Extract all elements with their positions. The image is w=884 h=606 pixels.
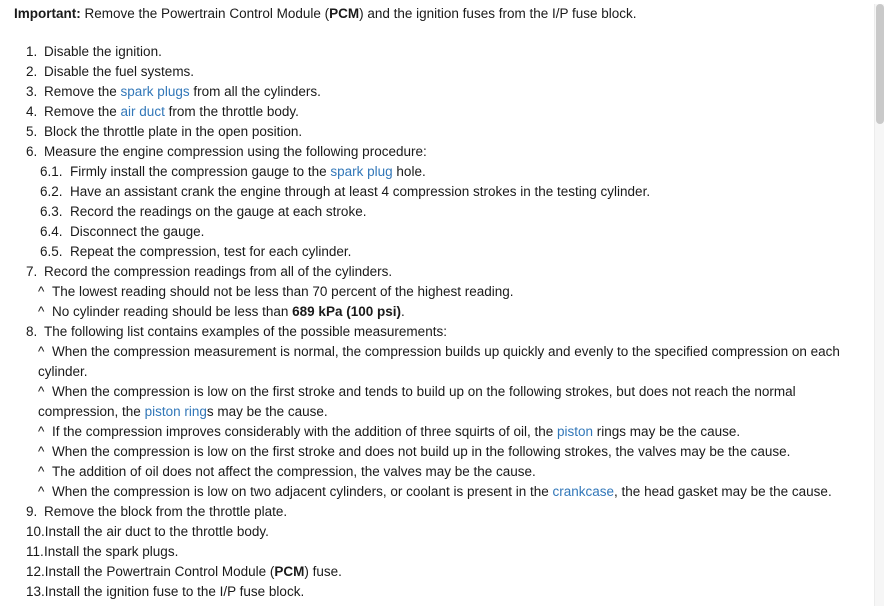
text-run: Install the spark plugs. bbox=[44, 544, 179, 559]
step-text bbox=[38, 384, 796, 419]
list-item bbox=[10, 162, 872, 182]
bullet-marker: ^ bbox=[38, 444, 45, 459]
step-text bbox=[52, 444, 790, 459]
step-number: 3. bbox=[26, 84, 38, 99]
step-text bbox=[52, 424, 740, 439]
text-run: Remove the bbox=[44, 104, 121, 119]
list-item bbox=[10, 542, 872, 562]
glossary-link[interactable]: crankcase bbox=[552, 484, 615, 499]
step-text bbox=[52, 464, 536, 479]
list-item bbox=[10, 42, 872, 62]
glossary-link[interactable]: spark plugs bbox=[120, 84, 190, 99]
emphasis-text: PCM bbox=[274, 564, 305, 579]
text-run: s may be the cause. bbox=[206, 404, 328, 419]
list-item bbox=[10, 322, 872, 342]
list-item bbox=[10, 262, 872, 282]
step-number: 7. bbox=[26, 264, 38, 279]
glossary-link[interactable]: piston bbox=[557, 424, 594, 439]
bullet-item bbox=[10, 422, 872, 442]
step-text bbox=[38, 344, 840, 379]
step-text bbox=[44, 544, 178, 559]
text-run: Disable the ignition. bbox=[44, 44, 162, 59]
step-number: 6. bbox=[26, 144, 38, 159]
text-run: When the compression measurement is normal, the compression builds up quickly and evenly to the specified compression on each cylinder. bbox=[38, 344, 840, 379]
step-number: 8. bbox=[26, 324, 38, 339]
procedure-step-list bbox=[10, 42, 872, 602]
list-item bbox=[10, 142, 872, 162]
text-run: Record the readings on the gauge at each stroke. bbox=[70, 204, 367, 219]
bullet-item bbox=[10, 302, 872, 322]
text-run: When the compression is low on the first stroke and tends to build up on the following strokes, but does not reach the normal compression, the bbox=[38, 384, 796, 419]
page-scrollbar[interactable] bbox=[874, 4, 884, 606]
text-run: Remove the block from the throttle plate. bbox=[44, 504, 288, 519]
step-text bbox=[52, 304, 405, 319]
text-run: When the compression is low on two adjacent cylinders, or coolant is present in the bbox=[52, 484, 553, 499]
bullet-item bbox=[10, 342, 872, 382]
text-run: , the head gasket may be the cause. bbox=[614, 484, 832, 499]
step-text bbox=[52, 284, 514, 299]
list-item bbox=[10, 522, 872, 542]
step-text bbox=[52, 484, 832, 499]
text-run: Firmly install the compression gauge to the bbox=[70, 164, 331, 179]
text-run: Measure the engine compression using the following procedure: bbox=[44, 144, 427, 159]
text-run: If the compression improves considerably with the addition of three squirts of oil, the bbox=[52, 424, 558, 439]
text-run: Install the air duct to the throttle body. bbox=[44, 524, 269, 539]
step-text bbox=[70, 184, 650, 199]
text-run: ) fuse. bbox=[304, 564, 342, 579]
list-item bbox=[10, 82, 872, 102]
text-run: No cylinder reading should be less than bbox=[52, 304, 293, 319]
important-text-before: Remove the Powertrain Control Module ( bbox=[80, 6, 330, 21]
text-run: hole. bbox=[392, 164, 426, 179]
step-text bbox=[44, 324, 447, 339]
step-text bbox=[44, 64, 194, 79]
step-number: 6.3. bbox=[40, 204, 63, 219]
step-text bbox=[45, 524, 269, 539]
text-run: Install the ignition fuse to the I/P fuse block. bbox=[44, 584, 305, 599]
bullet-marker: ^ bbox=[38, 344, 45, 359]
bullet-marker: ^ bbox=[38, 284, 45, 299]
bullet-marker: ^ bbox=[38, 384, 45, 399]
text-run: Install the Powertrain Control Module ( bbox=[44, 564, 275, 579]
list-item bbox=[10, 502, 872, 522]
step-number: 10. bbox=[26, 524, 45, 539]
emphasis-text: 689 kPa (100 psi) bbox=[292, 304, 401, 319]
step-text bbox=[44, 124, 302, 139]
step-text bbox=[44, 504, 287, 519]
important-note bbox=[14, 4, 872, 24]
text-run: rings may be the cause. bbox=[593, 424, 741, 439]
pcm-abbreviation: PCM bbox=[329, 6, 360, 21]
step-text bbox=[45, 584, 304, 599]
step-number: 12. bbox=[26, 564, 45, 579]
step-number: 2. bbox=[26, 64, 38, 79]
step-text bbox=[70, 164, 426, 179]
text-run: . bbox=[400, 304, 405, 319]
step-number: 9. bbox=[26, 504, 38, 519]
text-run: Disable the fuel systems. bbox=[44, 64, 195, 79]
step-text bbox=[44, 144, 427, 159]
step-text bbox=[44, 264, 392, 279]
list-item bbox=[10, 582, 872, 602]
bullet-marker: ^ bbox=[38, 304, 45, 319]
text-run: Disconnect the gauge. bbox=[70, 224, 205, 239]
text-run: from the throttle body. bbox=[164, 104, 299, 119]
glossary-link[interactable]: spark plug bbox=[330, 164, 393, 179]
text-run: The following list contains examples of the possible measurements: bbox=[44, 324, 447, 339]
bullet-item bbox=[10, 382, 872, 422]
step-number: 1. bbox=[26, 44, 38, 59]
step-number: 5. bbox=[26, 124, 38, 139]
list-item bbox=[10, 102, 872, 122]
text-run: Remove the bbox=[44, 84, 121, 99]
scrollbar-thumb[interactable] bbox=[876, 4, 884, 124]
step-number: 6.2. bbox=[40, 184, 63, 199]
text-run: Repeat the compression, test for each cylinder. bbox=[70, 244, 352, 259]
step-number: 13. bbox=[26, 584, 45, 599]
glossary-link[interactable]: piston ring bbox=[144, 404, 207, 419]
list-item bbox=[10, 202, 872, 222]
list-item bbox=[10, 242, 872, 262]
bullet-marker: ^ bbox=[38, 424, 45, 439]
step-text bbox=[45, 564, 342, 579]
text-run: Have an assistant crank the engine through at least 4 compression strokes in the testing cylinder. bbox=[70, 184, 651, 199]
step-text bbox=[44, 104, 299, 119]
text-run: Block the throttle plate in the open position. bbox=[44, 124, 303, 139]
document-page bbox=[0, 4, 884, 602]
step-number: 11. bbox=[26, 544, 44, 559]
important-label: Important: bbox=[14, 6, 81, 21]
list-item bbox=[10, 562, 872, 582]
glossary-link[interactable]: air duct bbox=[120, 104, 165, 119]
text-run: Record the compression readings from all of the cylinders. bbox=[44, 264, 393, 279]
step-text bbox=[70, 204, 366, 219]
bullet-item bbox=[10, 442, 872, 462]
step-text bbox=[44, 44, 162, 59]
bullet-item bbox=[10, 482, 872, 502]
list-item bbox=[10, 122, 872, 142]
step-number: 6.1. bbox=[40, 164, 63, 179]
step-number: 6.4. bbox=[40, 224, 63, 239]
text-run: from all the cylinders. bbox=[189, 84, 321, 99]
step-number: 6.5. bbox=[40, 244, 63, 259]
list-item bbox=[10, 62, 872, 82]
text-run: The lowest reading should not be less than 70 percent of the highest reading. bbox=[52, 284, 514, 299]
step-text bbox=[70, 244, 351, 259]
step-number: 4. bbox=[26, 104, 38, 119]
bullet-item bbox=[10, 282, 872, 302]
text-run: The addition of oil does not affect the compression, the valves may be the cause. bbox=[52, 464, 536, 479]
bullet-marker: ^ bbox=[38, 484, 45, 499]
list-item bbox=[10, 222, 872, 242]
step-text bbox=[44, 84, 321, 99]
important-text-after: ) and the ignition fuses from the I/P fuse block. bbox=[359, 6, 637, 21]
bullet-marker: ^ bbox=[38, 464, 45, 479]
bullet-item bbox=[10, 462, 872, 482]
list-item bbox=[10, 182, 872, 202]
step-text bbox=[70, 224, 204, 239]
text-run: When the compression is low on the first stroke and does not build up in the following strokes, the valves may be the cause. bbox=[52, 444, 791, 459]
